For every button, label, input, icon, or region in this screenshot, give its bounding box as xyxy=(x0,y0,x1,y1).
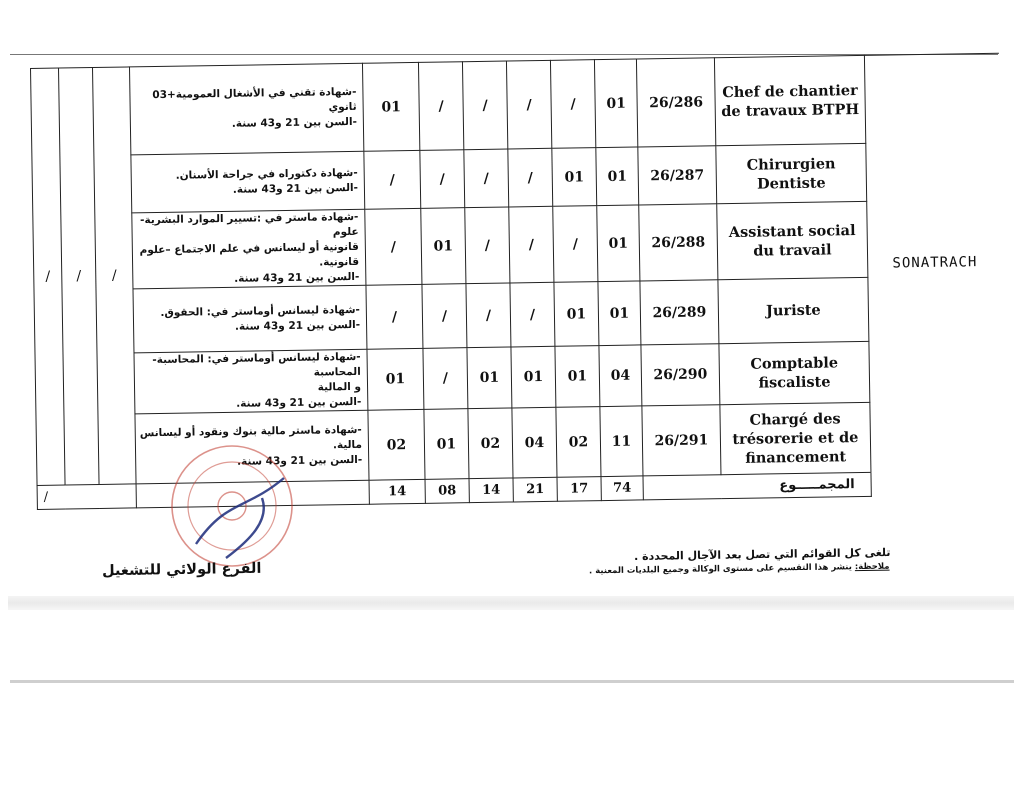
requirement-line: -شهادة ماستر في :تسيير الموارد البشرية-علوم xyxy=(139,210,359,239)
count-cell: / xyxy=(422,284,467,349)
table-row xyxy=(31,53,1000,156)
count-cell: 01 xyxy=(597,205,640,282)
left-column-a: / xyxy=(31,68,66,485)
totals-label: المجمـــــوع xyxy=(643,472,871,500)
total-value: 08 xyxy=(425,479,469,504)
total-value: 14 xyxy=(469,478,513,503)
total-value: 14 xyxy=(369,479,425,504)
requirement-line: -السن بين 21 و43 سنة. xyxy=(234,270,360,285)
post-code: 26/288 xyxy=(639,204,718,281)
page-lower-rule xyxy=(10,680,1014,683)
requirements-cell xyxy=(134,349,368,414)
count-cell: 01 xyxy=(367,348,424,410)
requirement-line: -السن بين 21 و43 سنة. xyxy=(236,395,362,410)
count-cell: 04 xyxy=(512,407,557,478)
publication-note xyxy=(589,562,890,577)
count-cell: 01 xyxy=(362,62,419,151)
total-value: 21 xyxy=(513,477,557,502)
post-title: Juriste xyxy=(718,277,869,343)
count-cell: 01 xyxy=(596,147,639,206)
total-value: 17 xyxy=(557,477,601,502)
count-cell: 01 xyxy=(598,281,641,346)
post-title: Comptable fiscaliste xyxy=(719,341,870,404)
count-cell: / xyxy=(465,207,510,284)
requirement-line: -شهادة ليسانس أوماستر في: المحاسبة-المحاسبة xyxy=(152,350,361,379)
count-cell: 01 xyxy=(554,282,599,347)
stamp-outer-ring xyxy=(172,446,292,566)
count-cell: / xyxy=(510,282,555,347)
count-cell: / xyxy=(423,348,468,410)
count-cell: / xyxy=(418,62,463,151)
count-cell: 01 xyxy=(594,59,637,148)
post-code: 26/291 xyxy=(642,405,721,476)
count-cell: / xyxy=(506,60,551,149)
count-cell: 11 xyxy=(600,406,643,477)
note-text: ينشر هذا التقسيم على مستوى الوكالة وجميع البلديات المعنية . xyxy=(589,562,856,577)
requirement-line: -السن بين 21 و43 سنة. xyxy=(234,318,361,333)
page-fold-band xyxy=(8,596,1014,610)
count-cell: 02 xyxy=(468,408,513,479)
count-cell: / xyxy=(550,60,595,149)
count-cell: / xyxy=(366,284,423,349)
count-cell: / xyxy=(553,206,598,283)
requirement-line: -السن بين 21 و43 سنة. xyxy=(237,453,363,468)
requirements-cell xyxy=(131,151,365,213)
count-cell: 02 xyxy=(556,407,601,478)
post-title: Chef de chantier de travaux BTPH xyxy=(714,55,865,145)
requirements-cell xyxy=(132,209,366,289)
requirement-line: -شهادة ليسانس أوماستر في: الحقوق. xyxy=(160,303,360,319)
total-value: 74 xyxy=(601,476,643,501)
requirement-line: و المالية xyxy=(317,380,362,394)
requirement-line: -شهادة دكتوراه في جراحة الأسنان. xyxy=(175,166,358,182)
count-cell: 01 xyxy=(552,148,597,207)
post-code: 26/287 xyxy=(638,146,717,205)
count-cell: 01 xyxy=(555,346,600,408)
count-cell: 02 xyxy=(368,409,425,480)
totals-left-slash: / xyxy=(37,484,136,510)
signature-label: الفرع الولائي للتشغيل xyxy=(101,560,262,580)
count-cell: 01 xyxy=(511,346,556,408)
post-code: 26/290 xyxy=(641,344,720,406)
requirements-cell xyxy=(133,285,367,353)
count-cell: / xyxy=(462,61,507,150)
totals-company-blank xyxy=(871,470,1005,496)
count-cell: 01 xyxy=(421,208,466,285)
requirement-line: -السن بين 21 و43 سنة. xyxy=(232,181,359,196)
count-cell: / xyxy=(365,208,422,285)
count-cell: / xyxy=(464,149,509,208)
post-title: Chargé des trésorerie et de financement xyxy=(720,402,871,474)
requirement-line: قانونية أو ليسانس في علم الاجتماع –علوم قانونية. xyxy=(139,240,360,269)
requirement-line: -شهادة ماستر مالية بنوك ونقود أو ليسانس مالية. xyxy=(139,423,363,452)
count-cell: 01 xyxy=(424,409,469,480)
post-title: Assistant social du travail xyxy=(717,201,868,279)
official-stamp xyxy=(166,440,298,572)
count-cell: 01 xyxy=(467,347,512,409)
note-label: ملاحظة: xyxy=(855,561,891,573)
company-name: SONATRACH xyxy=(864,53,1005,472)
count-cell: / xyxy=(420,150,465,209)
count-cell: / xyxy=(508,148,553,207)
left-column-c: / xyxy=(93,67,137,485)
count-cell: / xyxy=(466,283,511,348)
count-cell: 04 xyxy=(599,345,642,407)
post-title: Chirurgien Dentiste xyxy=(716,143,867,203)
left-column-b: / xyxy=(59,68,100,485)
requirement-line: -شهادة تقني في الأشغال العمومية+03 ثانوي xyxy=(152,85,357,114)
requirement-line: -السن بين 21 و43 سنة. xyxy=(231,115,357,130)
requirements-cell xyxy=(129,63,363,155)
post-code: 26/289 xyxy=(640,280,719,345)
post-code: 26/286 xyxy=(636,58,715,147)
deadline-note: تلغى كل القوائم التي تصل بعد الآجال المحددة . xyxy=(633,545,891,564)
count-cell: / xyxy=(364,150,421,209)
count-cell: / xyxy=(509,206,554,283)
